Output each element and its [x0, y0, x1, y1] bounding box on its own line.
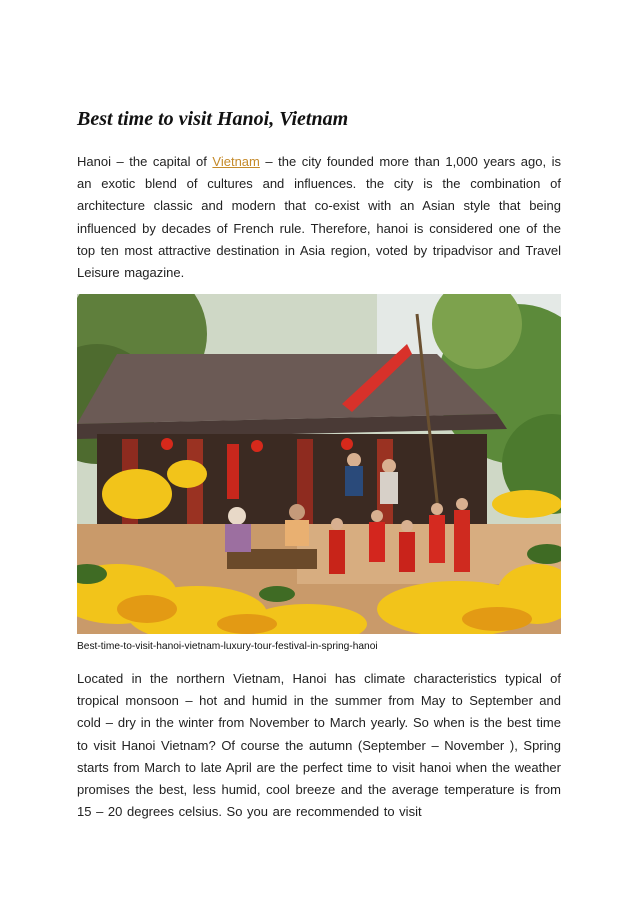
vietnam-link[interactable]: Vietnam — [212, 154, 260, 169]
body-paragraph: Located in the northern Vietnam, Hanoi has climate characteristics typical of tropical monsoon – hot and humid in the summer from May to September and cold – dry in the winter from November to March yearly. So when is the best time to visit Hanoi Vietnam? Of course the autumn (September – November ), Spring starts from March to late April are the perfect time to visit hanoi when the weather promises the best, less humid, cool breeze and the average temperature is from 15 – 20 degrees celsius. So you are recommended to visit — [77, 671, 561, 820]
article-title: Best time to visit Hanoi, Vietnam — [77, 108, 349, 130]
intro-paragraph — [77, 151, 561, 284]
intro-text-before-link: Hanoi – the capital of — [77, 154, 213, 169]
festival-photo — [77, 294, 561, 634]
image-caption: Best-time-to-visit-hanoi-vietnam-luxury-tour-festival-in-spring-hanoi — [77, 641, 378, 652]
intro-text-after-link: – the city founded more than 1,000 years ago, is an exotic blend of cultures and influences. the city is the combination of architecture classic and modern that co-exist with an Asian style that being influenced by decades of French rule. Therefore, hanoi is considered one of the top ten most attractive destination in Asia region, voted by tripadvisor and Travel Leisure magazine. — [77, 154, 562, 281]
